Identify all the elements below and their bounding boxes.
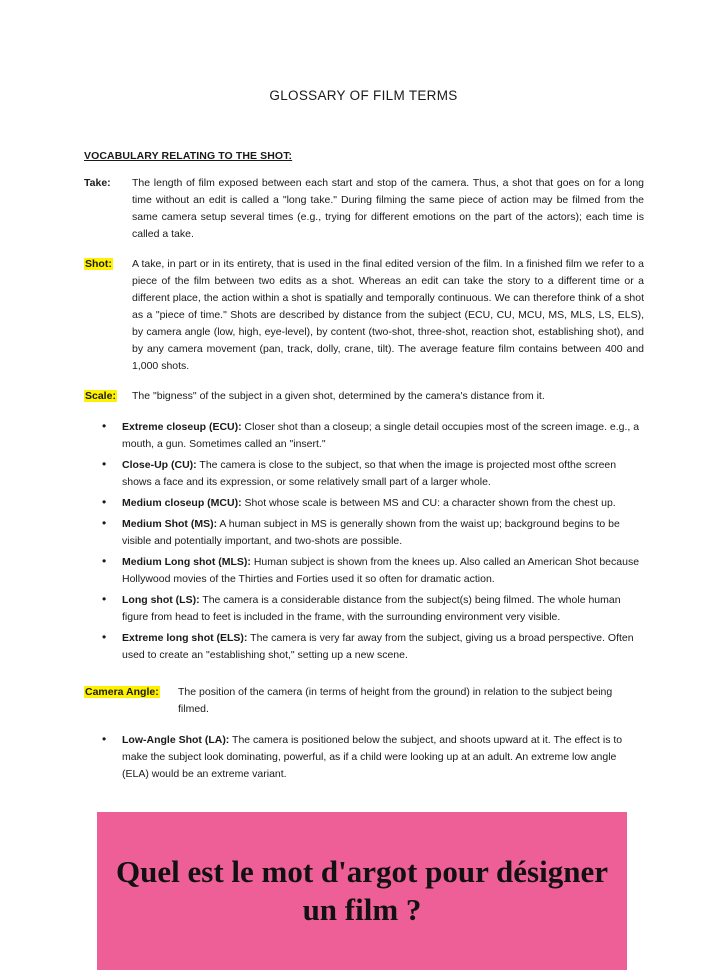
bullet-text: The camera is close to the subject, so that when the image is projected most ofthe screen shows a face and its expression, or some relatively small part of a larger whole. (122, 459, 617, 488)
list-item (84, 419, 644, 453)
list-item (84, 554, 644, 588)
bullet-text: Closer shot than a closeup; a single detail occupies most of the screen image. e.g., a mouth, a gun. Sometimes called an "insert." (122, 421, 640, 450)
list-item (84, 457, 644, 491)
overlay-question-text: Quel est le mot d'argot pour désigner un film ? (116, 854, 608, 927)
bullet-label: Extreme closeup (ECU): (122, 421, 242, 433)
entry-term: Take: (84, 177, 111, 189)
bullet-label: Close-Up (CU): (122, 459, 197, 471)
glossary-entry-take (84, 175, 644, 243)
scale-bullet-list (84, 419, 644, 664)
bullet-label: Extreme long shot (ELS): (122, 632, 248, 644)
list-item (84, 592, 644, 626)
entry-definition: A take, in part or in its entirety, that is used in the final edited version of the film. In a finished film we refer to a piece of the film between two edits as a shot. Whereas an edit can take the story to a different time or a different place, the action within a shot is spatially and temporally continuous. We can therefore think of a shot as a "piece of time." Shots are described by distance from the subject (ECU, CU, MCU, MS, MLS, LS, ELS), by camera angle (low, high, eye-level), by content (two-shot, three-shot, reaction shot, establishing shot), and by any camera movement (pan, track, dolly, crane, tilt). The average feature film contains between 400 and 1,000 shots. (132, 258, 644, 372)
glossary-entry-camera-angle (84, 684, 644, 718)
bullet-label: Medium Long shot (MLS): (122, 556, 251, 568)
bullet-text: Shot whose scale is between MS and CU: a character shown from the chest up. (241, 497, 616, 509)
list-item (84, 495, 644, 512)
list-item (84, 630, 644, 664)
bullet-text: The camera is positioned below the subject, and shoots upward at it. The effect is to make the subject look dominating, powerful, as if a child were looking up at an adult. An extreme low angle (ELA) would be an extreme variant. (122, 734, 623, 780)
glossary-entry-shot (84, 256, 644, 375)
bullet-text: The camera is a considerable distance from the subject(s) being filmed. The whole human figure from head to feet is included in the frame, with the surrounding environment very visible. (122, 594, 621, 623)
list-item (84, 732, 644, 783)
bullet-label: Medium closeup (MCU): (122, 497, 242, 509)
section-heading: VOCABULARY RELATING TO THE SHOT: (84, 150, 293, 162)
document-body (84, 150, 644, 787)
bullet-label: Low-Angle Shot (LA): (122, 734, 230, 746)
bullet-text: A human subject in MS is generally shown from the waist up; background begins to be visible and potentially important, and two-shots are possible. (122, 518, 620, 547)
entry-term-highlighted: Camera Angle: (85, 686, 159, 698)
entry-term-highlighted: Scale: (85, 390, 116, 402)
camera-angle-bullet-list (84, 732, 644, 783)
entry-term-highlighted: Shot: (85, 258, 112, 270)
page-title: GLOSSARY OF FILM TERMS (269, 88, 458, 103)
entry-definition: The length of film exposed between each start and stop of the camera. Thus, a shot that goes on for a long time without an edit is called a "long take." During filming the same piece of action may be filmed from the same camera setup several times (e.g., trying for different emotions on the part of the actors); each time is called a take. (132, 177, 644, 240)
bullet-label: Long shot (LS): (122, 594, 200, 606)
glossary-entry-scale (84, 388, 644, 405)
entry-definition: The "bigness" of the subject in a given shot, determined by the camera's distance from it. (132, 390, 545, 402)
bullet-text: The camera is very far away from the subject, giving us a broad perspective. Often used to create an "establishing shot," setting up a new scene. (122, 632, 634, 661)
list-item (84, 516, 644, 550)
question-overlay-banner (97, 812, 627, 970)
entry-definition: The position of the camera (in terms of height from the ground) in relation to the subject being filmed. (178, 686, 613, 715)
bullet-label: Medium Shot (MS): (122, 518, 218, 530)
bullet-text: Human subject is shown from the knees up. Also called an American Shot because Hollywood movies of the Thirties and Forties used it so often for dramatic action. (122, 556, 640, 585)
